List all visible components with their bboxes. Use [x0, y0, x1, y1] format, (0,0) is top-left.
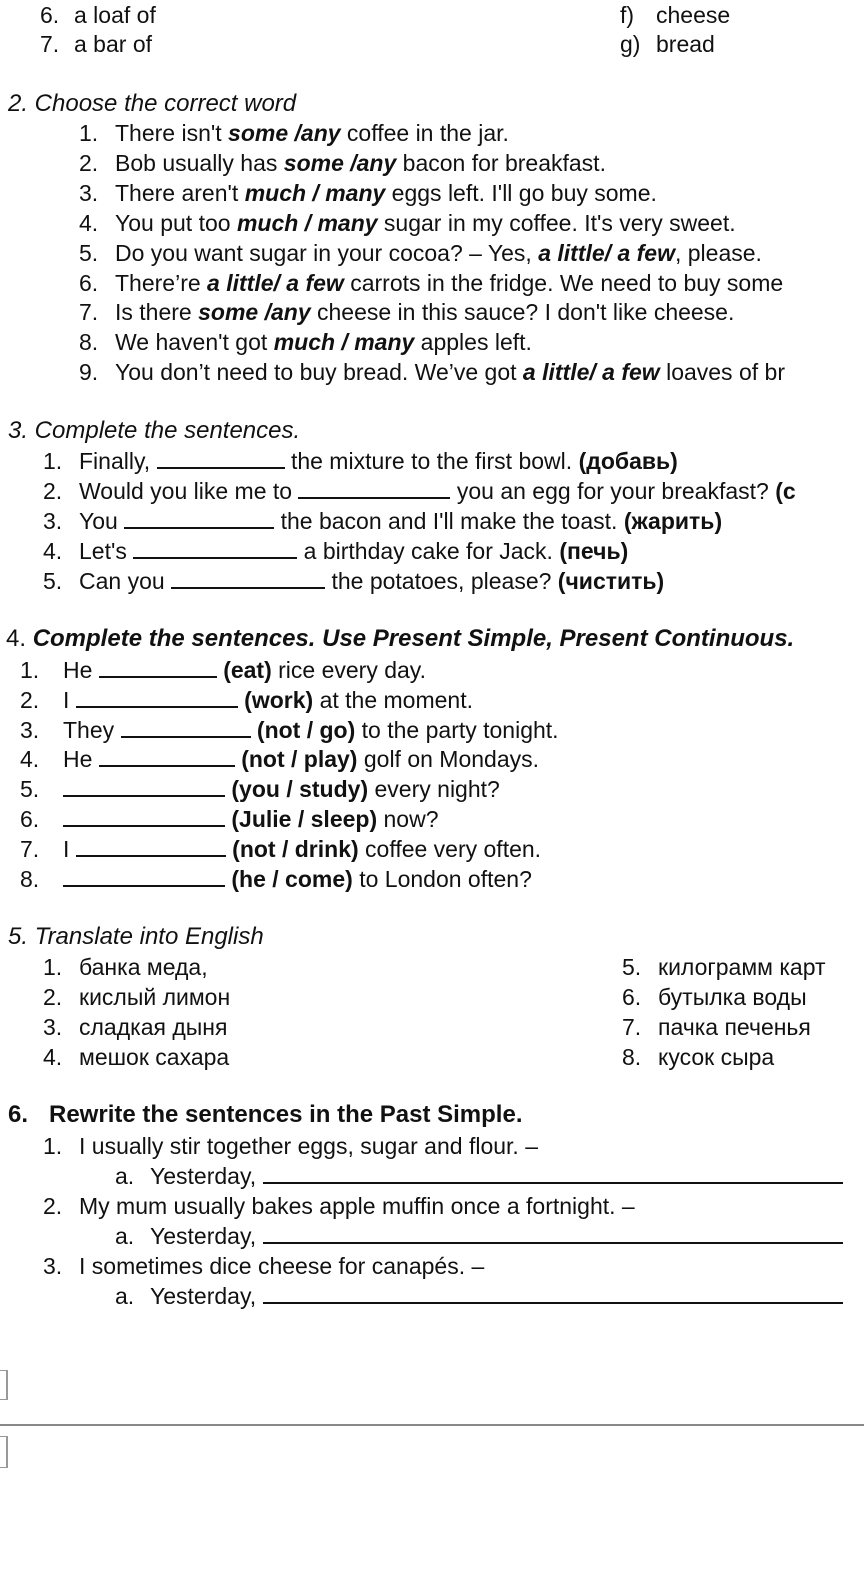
item-suffix: to London often?: [359, 865, 532, 892]
item-number: 3.: [43, 1014, 63, 1040]
answer-blank[interactable]: [63, 807, 225, 827]
item-prefix: Can you: [79, 568, 165, 594]
item-prefix: Do you want sugar in your cocoa? – Yes,: [115, 239, 539, 266]
ex6-answer-line: [115, 1161, 843, 1191]
item-number: 7.: [40, 31, 60, 57]
ex2-item: [79, 268, 783, 298]
item-prefix: There aren't: [115, 179, 245, 206]
ex6-item: [43, 1251, 484, 1281]
ex4-item: [20, 804, 438, 834]
item-suffix: loaves of br: [659, 359, 785, 386]
item-text: bread: [656, 31, 715, 57]
answer-blank[interactable]: [157, 449, 285, 469]
item-number: 7.: [622, 1014, 642, 1040]
item-number: 1.: [79, 120, 99, 146]
ex4-item: [20, 685, 473, 715]
ex4-title: [6, 624, 794, 654]
item-number: 3.: [43, 1253, 63, 1279]
sub-letter: a.: [115, 1163, 135, 1189]
answer-blank[interactable]: [63, 867, 225, 887]
answer-blank[interactable]: [263, 1284, 843, 1304]
ex6-item: [43, 1131, 538, 1161]
item-number: 5.: [20, 776, 40, 803]
item-suffix: every night?: [374, 776, 500, 803]
answer-blank[interactable]: [171, 569, 325, 589]
item-number: 1.: [43, 954, 63, 980]
item-prefix: There isn't: [115, 120, 229, 146]
answer-blank[interactable]: [121, 718, 251, 738]
item-suffix: the mixture to the first bowl.: [290, 448, 573, 474]
ex2-item: [79, 327, 532, 357]
item-subject: I: [63, 686, 70, 713]
item-number: 3.: [20, 716, 40, 743]
item-hint: (печь): [559, 538, 629, 564]
choice-options[interactable]: much / many: [273, 329, 415, 356]
verb-hint: (not / drink): [232, 835, 359, 862]
item-number: 6.: [79, 269, 99, 296]
item-suffix: you an egg for your breakfast?: [456, 478, 769, 504]
item-number: 4.: [43, 538, 63, 564]
answer-blank[interactable]: [133, 539, 297, 559]
item-number: 8.: [79, 329, 99, 356]
ex4-item: [20, 744, 539, 774]
verb-hint: (eat): [223, 657, 272, 683]
item-text: пачка печенья: [658, 1014, 811, 1040]
ex2-item: [79, 297, 734, 327]
item-letter: g): [620, 31, 641, 57]
item-text: кислый лимон: [79, 984, 231, 1010]
sub-text: Yesterday,: [150, 1163, 257, 1189]
item-number: 8.: [20, 865, 40, 892]
item-subject: I: [63, 835, 70, 862]
item-suffix: at the moment.: [319, 686, 473, 713]
item-text: My mum usually bakes apple muffin once a fortnight. –: [79, 1193, 635, 1219]
item-suffix: eggs left. I'll go buy some.: [385, 179, 657, 206]
ex6-item: [43, 1191, 635, 1221]
ex6-title: [8, 1100, 522, 1130]
match-right-f: [620, 0, 730, 30]
verb-hint: (Julie / sleep): [231, 806, 378, 832]
item-number: 4.: [79, 209, 99, 236]
item-number: 5.: [622, 954, 642, 980]
ex4-item: [20, 864, 532, 894]
answer-blank[interactable]: [76, 837, 226, 857]
item-number: 1.: [20, 657, 40, 683]
item-suffix: rice every day.: [278, 657, 426, 683]
match-left-6: [40, 0, 156, 30]
item-prefix: Finally,: [79, 448, 151, 474]
verb-hint: (work): [244, 686, 314, 713]
item-text: I usually stir together eggs, sugar and flour. –: [79, 1133, 538, 1159]
item-number: 2.: [20, 686, 40, 713]
ex2-item: [79, 357, 785, 387]
verb-hint: (not / go): [256, 716, 356, 743]
item-subject: He: [63, 657, 93, 683]
page-break-line: [0, 1424, 864, 1426]
choice-options[interactable]: a little/ a few: [538, 239, 675, 266]
item-number: 4.: [43, 1044, 63, 1070]
item-number: 3.: [43, 508, 63, 534]
verb-hint: (not / play): [241, 746, 358, 773]
match-right-g: [620, 29, 715, 59]
item-suffix: a birthday cake for Jack.: [303, 538, 553, 564]
ex4-item: [20, 715, 559, 745]
item-text: килограмм карт: [658, 954, 826, 980]
ex5-item: [43, 952, 208, 982]
choice-options[interactable]: a little/ a few: [522, 359, 660, 386]
item-text: бутылка воды: [658, 984, 807, 1010]
item-letter: f): [620, 2, 635, 28]
item-suffix: sugar in my coffee. It's very sweet.: [377, 209, 736, 236]
page-margin-marker: [0, 1436, 8, 1468]
item-number: 7.: [20, 835, 40, 862]
item-text: a bar of: [74, 31, 152, 57]
item-prefix: Bob usually has: [115, 149, 284, 176]
item-number: 5.: [79, 239, 99, 266]
choice-options[interactable]: much / many: [236, 209, 378, 236]
item-suffix: carrots in the fridge. We need to buy some: [343, 269, 784, 296]
item-hint: (c: [775, 478, 796, 504]
ex5-item: [622, 1012, 811, 1042]
item-text: cheese: [656, 2, 731, 28]
item-hint: (чистить): [557, 568, 665, 594]
ex4-item: [20, 834, 541, 864]
answer-blank[interactable]: [99, 747, 235, 767]
item-number: 2.: [43, 478, 63, 504]
item-text: сладкая дыня: [79, 1014, 228, 1040]
ex6-title-text: Rewrite the sentences in the Past Simple.: [49, 1101, 523, 1128]
item-prefix: You don’t need to buy bread. We’ve got: [115, 359, 523, 386]
item-number: 7.: [79, 299, 99, 326]
item-text: кусок сыра: [658, 1044, 775, 1070]
ex5-title: 5. Translate into English: [8, 923, 264, 950]
item-prefix: You: [79, 508, 118, 534]
ex6-answer-line: [115, 1221, 843, 1251]
item-prefix: Let's: [79, 538, 127, 564]
item-number: 5.: [43, 568, 63, 594]
ex4-title-number: 4.: [6, 625, 27, 652]
ex2-item: [79, 118, 509, 148]
item-text: мешок сахара: [79, 1044, 230, 1070]
item-number: 2.: [43, 984, 63, 1010]
ex2-item: [79, 208, 736, 238]
choice-options[interactable]: some /any: [228, 120, 341, 146]
item-suffix: to the party tonight.: [361, 716, 559, 743]
item-prefix: Is there: [115, 299, 199, 326]
item-text: банка меда,: [79, 954, 208, 980]
item-number: 1.: [43, 1133, 63, 1159]
verb-hint: (he / come): [231, 865, 353, 892]
item-suffix: now?: [383, 806, 439, 832]
ex4-item: [20, 774, 500, 804]
ex2-item: [79, 238, 762, 268]
item-prefix: Would you like me to: [79, 478, 293, 504]
item-prefix: You put too: [115, 209, 237, 236]
item-number: 1.: [43, 448, 63, 474]
answer-blank[interactable]: [263, 1164, 843, 1184]
item-number: 9.: [79, 359, 99, 386]
item-suffix: cheese in this sauce? I don't like cheese.: [310, 299, 735, 326]
ex2-item: [79, 178, 657, 208]
item-number: 2.: [79, 149, 99, 176]
item-text: a loaf of: [74, 2, 156, 28]
item-suffix: golf on Mondays.: [363, 746, 540, 773]
item-suffix: apples left.: [414, 329, 532, 356]
answer-blank[interactable]: [63, 777, 225, 797]
item-number: 6.: [20, 806, 40, 832]
answer-blank[interactable]: [99, 658, 217, 678]
choice-options[interactable]: some /any: [198, 299, 311, 326]
sub-letter: a.: [115, 1283, 135, 1309]
choice-options[interactable]: much / many: [244, 179, 386, 206]
item-number: 8.: [622, 1044, 642, 1070]
ex4-item: [20, 655, 426, 685]
ex5-item: [43, 982, 230, 1012]
ex3-item-1: [43, 446, 678, 476]
ex5-item: [622, 952, 826, 982]
sub-text: Yesterday,: [150, 1283, 257, 1309]
ex5-item: [622, 982, 807, 1012]
answer-blank[interactable]: [124, 509, 274, 529]
ex6-title-number: 6.: [8, 1101, 29, 1128]
item-number: 6.: [40, 2, 60, 28]
ex2-item: [79, 148, 606, 178]
verb-hint: (you / study): [231, 776, 369, 803]
ex3-item-2: [43, 476, 796, 506]
choice-options[interactable]: some /any: [283, 149, 397, 176]
sub-text: Yesterday,: [150, 1223, 257, 1249]
ex2-title: 2. Choose the correct word: [8, 90, 297, 117]
item-suffix: coffee very often.: [365, 835, 542, 862]
item-text: I sometimes dice cheese for canapés. –: [79, 1253, 485, 1279]
ex5-item: [43, 1042, 229, 1072]
item-number: 6.: [622, 984, 642, 1010]
choice-options[interactable]: a little/ a few: [207, 269, 344, 296]
item-suffix: the bacon and I'll make the toast.: [280, 508, 618, 534]
item-suffix: the potatoes, please?: [331, 568, 552, 594]
item-number: 3.: [79, 179, 99, 206]
ex5-item: [43, 1012, 227, 1042]
item-prefix: There’re: [115, 269, 208, 296]
answer-blank[interactable]: [76, 688, 238, 708]
answer-blank[interactable]: [298, 479, 450, 499]
ex3-title: 3. Complete the sentences.: [8, 417, 301, 444]
item-prefix: We haven't got: [115, 329, 274, 356]
item-suffix: coffee in the jar.: [340, 120, 509, 146]
item-hint: (жарить): [623, 508, 723, 534]
ex3-item-3: [43, 506, 722, 536]
item-subject: They: [63, 716, 115, 743]
match-left-7: [40, 29, 152, 59]
ex3-item-5: [43, 566, 664, 596]
item-subject: He: [63, 746, 93, 773]
ex6-answer-line: [115, 1281, 843, 1311]
item-number: 2.: [43, 1193, 63, 1219]
item-number: 4.: [20, 746, 40, 773]
item-suffix: , please.: [674, 239, 762, 266]
item-hint: (добавь): [578, 448, 678, 474]
ex3-item-4: [43, 536, 628, 566]
page-margin-marker: [0, 1370, 8, 1400]
sub-letter: a.: [115, 1223, 135, 1249]
item-suffix: bacon for breakfast.: [396, 149, 606, 176]
ex5-item: [622, 1042, 774, 1072]
ex4-title-text: Complete the sentences. Use Present Simple, Present Continuous.: [32, 625, 795, 652]
answer-blank[interactable]: [263, 1224, 843, 1244]
